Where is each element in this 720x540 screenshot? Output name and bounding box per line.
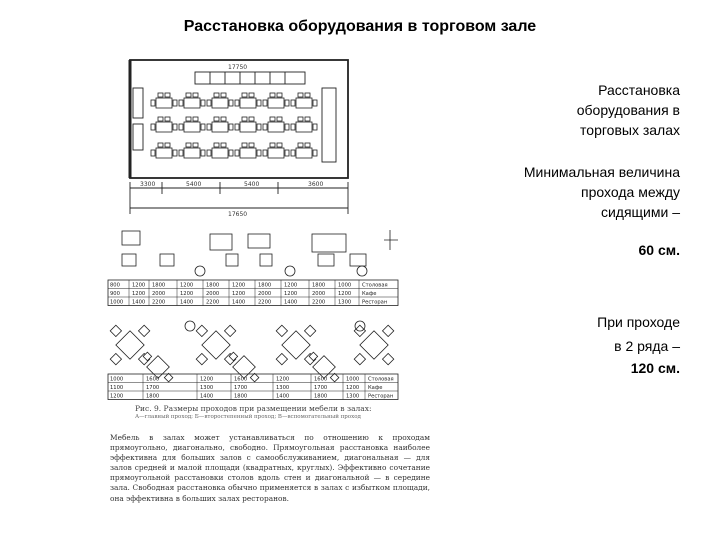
plan-chair	[313, 100, 317, 106]
table1-cell: 2200	[312, 299, 326, 306]
diagonal-chair	[304, 325, 315, 336]
passage-table-1	[108, 280, 398, 306]
plan-table	[184, 98, 200, 108]
plan-chair	[263, 100, 267, 106]
plan-chair	[165, 143, 170, 147]
marker-circle	[185, 321, 195, 331]
min-passage-value: 60 см.	[638, 242, 680, 258]
right-heading: Расстановка оборудования в торговых залах	[576, 82, 680, 138]
plan-table	[268, 122, 284, 132]
plan-chair	[173, 100, 177, 106]
plan-chair	[242, 117, 247, 121]
table1-cell: 1000	[338, 282, 352, 289]
plan-chair	[257, 124, 261, 130]
table1-cell: 1200	[232, 282, 246, 289]
diagonal-table	[202, 331, 230, 359]
plan-table	[296, 122, 312, 132]
plan-chair	[193, 117, 198, 121]
plan-chair	[201, 100, 205, 106]
plan-chair	[214, 143, 219, 147]
table1-cell: Кафе	[362, 290, 377, 297]
slide-title: Расстановка оборудования в торговом зале	[183, 18, 537, 35]
plan-chair	[214, 117, 219, 121]
dim-bottom: 5400	[244, 181, 260, 188]
plan-chair	[285, 100, 289, 106]
plan-chair	[242, 93, 247, 97]
body-paragraph: Мебель в залах может устанавливаться по отношению к проходам прямоугольно, диагонально, свободно. Прямоугольная расстановка наиболее эффективна для больших залов с самообслуживанием, диагональная — для залов средней и малой площади (квадратных, круглых). Эффективно сочетание прямоугольной расстановки столов вдоль стен и диагональной — в середине зала. Свободная расстановка обычно применяется в залах с избытком площади, она эффективна в больших залах ресторанов.	[110, 433, 430, 503]
plan-chair	[221, 143, 226, 147]
plan-chair	[186, 93, 191, 97]
table1-cell: 2000	[206, 290, 220, 297]
plan-table	[240, 122, 256, 132]
diagonal-chair	[110, 353, 121, 364]
plan-chair	[291, 100, 295, 106]
diagonal-chair	[138, 325, 149, 336]
table2-cell: 1600	[146, 376, 160, 383]
plan-chair	[151, 100, 155, 106]
plan-tables	[151, 93, 317, 158]
plan-chair	[165, 117, 170, 121]
table1-cell: 2200	[152, 299, 166, 306]
diagonal-chair	[354, 353, 365, 364]
table2-cell: 1800	[234, 393, 248, 400]
plan-chair	[207, 150, 211, 156]
table1-cell: 2200	[206, 299, 220, 306]
plan-chair	[291, 124, 295, 130]
diagonal-chair	[196, 325, 207, 336]
table1-cell: 2200	[258, 299, 272, 306]
table1-cell: 1300	[338, 299, 352, 306]
table1-cell: Столовая	[362, 282, 388, 289]
diagonal-table	[360, 331, 388, 359]
dim-top: 17750	[228, 64, 248, 71]
diagonal-chair	[382, 353, 393, 364]
table2-cell: 1800	[146, 393, 160, 400]
dim-total: 17650	[228, 211, 248, 218]
table1-cell: 1200	[284, 290, 298, 297]
plan-chair	[214, 93, 219, 97]
diagonal-table	[282, 331, 310, 359]
diagonal-table	[116, 331, 144, 359]
plan-chair	[201, 150, 205, 156]
plan-chair	[235, 150, 239, 156]
table2-cell: Ресторан	[368, 393, 394, 400]
hall-plan	[130, 60, 348, 214]
rect-tables-row	[122, 230, 398, 276]
plan-chair	[242, 143, 247, 147]
table1-cell: 2000	[258, 290, 272, 297]
plan-chair	[277, 143, 282, 147]
plan-chair	[151, 150, 155, 156]
table1-cell: 1200	[132, 290, 146, 297]
diagonal-chair	[276, 325, 287, 336]
figure-caption	[135, 405, 435, 421]
plan-chair	[263, 150, 267, 156]
plan-chair	[285, 150, 289, 156]
plan-chair	[298, 117, 303, 121]
table1-cell: 1800	[206, 282, 220, 289]
table1-cell: 1800	[152, 282, 166, 289]
table1-cell: 1200	[180, 290, 194, 297]
plan-chair	[186, 117, 191, 121]
table1-cell: 900	[110, 290, 120, 297]
plan-chair	[173, 150, 177, 156]
table2-cell: 1400	[276, 393, 290, 400]
plan-chair	[249, 93, 254, 97]
table2-cell: 1700	[146, 384, 160, 391]
table1-cell: 1200	[132, 282, 146, 289]
plan-table	[212, 122, 228, 132]
plan-table	[184, 122, 200, 132]
table1-cell: 800	[110, 282, 120, 289]
plan-table	[296, 98, 312, 108]
table2-cell: 1800	[314, 393, 328, 400]
plan-chair	[158, 143, 163, 147]
plan-chair	[158, 93, 163, 97]
plan-chair	[173, 124, 177, 130]
table1-cell: 1200	[180, 282, 194, 289]
plan-chair	[249, 143, 254, 147]
plan-table	[184, 148, 200, 158]
table2-cell: 1700	[234, 384, 248, 391]
dim-bottom: 5400	[186, 181, 202, 188]
plan-chair	[291, 150, 295, 156]
table2-cell: 1300	[346, 393, 360, 400]
table1-cell: 1400	[284, 299, 298, 306]
diagonal-chair	[110, 325, 121, 336]
plan-table	[268, 98, 284, 108]
plan-table	[240, 148, 256, 158]
plan-chair	[235, 100, 239, 106]
table2-cell: 1600	[314, 376, 328, 383]
plan-chair	[298, 93, 303, 97]
table1-cell: 1200	[232, 290, 246, 297]
plan-chair	[151, 124, 155, 130]
plan-chair	[221, 93, 226, 97]
plan-chair	[229, 124, 233, 130]
plan-chair	[179, 150, 183, 156]
table1-cell: 1200	[284, 282, 298, 289]
plan-table	[156, 122, 172, 132]
plan-chair	[305, 117, 310, 121]
table1-cell: 2000	[152, 290, 166, 297]
two-rows-value: 120 см.	[630, 360, 680, 376]
plan-table	[240, 98, 256, 108]
two-rows-text: в 2 ряда –	[614, 338, 680, 354]
plan-chair	[201, 124, 205, 130]
plan-chair	[193, 143, 198, 147]
min-passage-text: Минимальная величина прохода между сидящими –	[523, 164, 680, 220]
plan-table	[156, 98, 172, 108]
table2-cell: 1600	[234, 376, 248, 383]
plan-chair	[207, 124, 211, 130]
service-counter	[195, 72, 305, 84]
table1-cell: 1000	[110, 299, 124, 306]
plan-chair	[305, 143, 310, 147]
diagonal-table-group	[340, 311, 408, 379]
diagonal-chair	[276, 353, 287, 364]
plan-chair	[277, 117, 282, 121]
table1-cell: 1400	[232, 299, 246, 306]
plan-chair	[270, 93, 275, 97]
table2-cell: Столовая	[368, 376, 394, 383]
table1-cell: 1200	[338, 290, 352, 297]
plan-chair	[179, 100, 183, 106]
plan-chair	[207, 100, 211, 106]
dim-bottom: 3300	[140, 181, 156, 188]
table2-cell: 1300	[200, 384, 214, 391]
table2-cell: 1200	[346, 384, 360, 391]
plan-chair	[229, 100, 233, 106]
plan-chair	[179, 124, 183, 130]
plan-table	[212, 98, 228, 108]
plan-chair	[165, 93, 170, 97]
table1-cell: 1400	[132, 299, 146, 306]
plan-chair	[193, 93, 198, 97]
dim-bottom: 3600	[308, 181, 324, 188]
table2-cell: 1000	[110, 376, 124, 383]
plan-chair	[221, 117, 226, 121]
plan-chair	[257, 100, 261, 106]
table1-cell: 1800	[312, 282, 326, 289]
plan-table	[156, 148, 172, 158]
diagonal-chair	[250, 373, 258, 381]
plan-chair	[298, 143, 303, 147]
table2-cell: 1700	[314, 384, 328, 391]
table1-cell: 2000	[312, 290, 326, 297]
plan-chair	[229, 150, 233, 156]
two-rows-lead: При проходе	[597, 314, 680, 330]
caption-title: Рис. 9. Размеры проходов при размещении мебели в залах:	[135, 404, 372, 413]
table2-cell: Кафе	[368, 384, 383, 391]
plan-chair	[285, 124, 289, 130]
plan-chair	[313, 150, 317, 156]
table2-cell: 1200	[110, 393, 124, 400]
plan-chair	[257, 150, 261, 156]
plan-chair	[235, 124, 239, 130]
table2-cell: 1400	[200, 393, 214, 400]
table2-cell: 1200	[200, 376, 214, 383]
plan-chair	[186, 143, 191, 147]
table1-cell: Ресторан	[362, 299, 388, 306]
diagonal-chair	[382, 325, 393, 336]
diagonal-chair	[330, 373, 338, 381]
table2-cell: 1000	[346, 376, 360, 383]
plan-chair	[158, 117, 163, 121]
plan-chair	[277, 93, 282, 97]
plan-chair	[313, 124, 317, 130]
diagonal-chair	[164, 373, 172, 381]
plan-table	[268, 148, 284, 158]
plan-chair	[305, 93, 310, 97]
table1-cell: 1800	[258, 282, 272, 289]
plan-chair	[270, 143, 275, 147]
table2-cell: 1200	[276, 376, 290, 383]
plan-chair	[270, 117, 275, 121]
table2-cell: 1300	[276, 384, 290, 391]
plan-chair	[249, 117, 254, 121]
plan-table	[212, 148, 228, 158]
caption-legend: А—главный проход; Б—второстепенный проход; В—вспомогательный проход	[135, 414, 361, 420]
plan-chair	[263, 124, 267, 130]
plan-table	[296, 148, 312, 158]
table2-cell: 1100	[110, 384, 124, 391]
table1-cell: 1400	[180, 299, 194, 306]
diagonal-chair	[224, 325, 235, 336]
diagonal-chair	[196, 353, 207, 364]
